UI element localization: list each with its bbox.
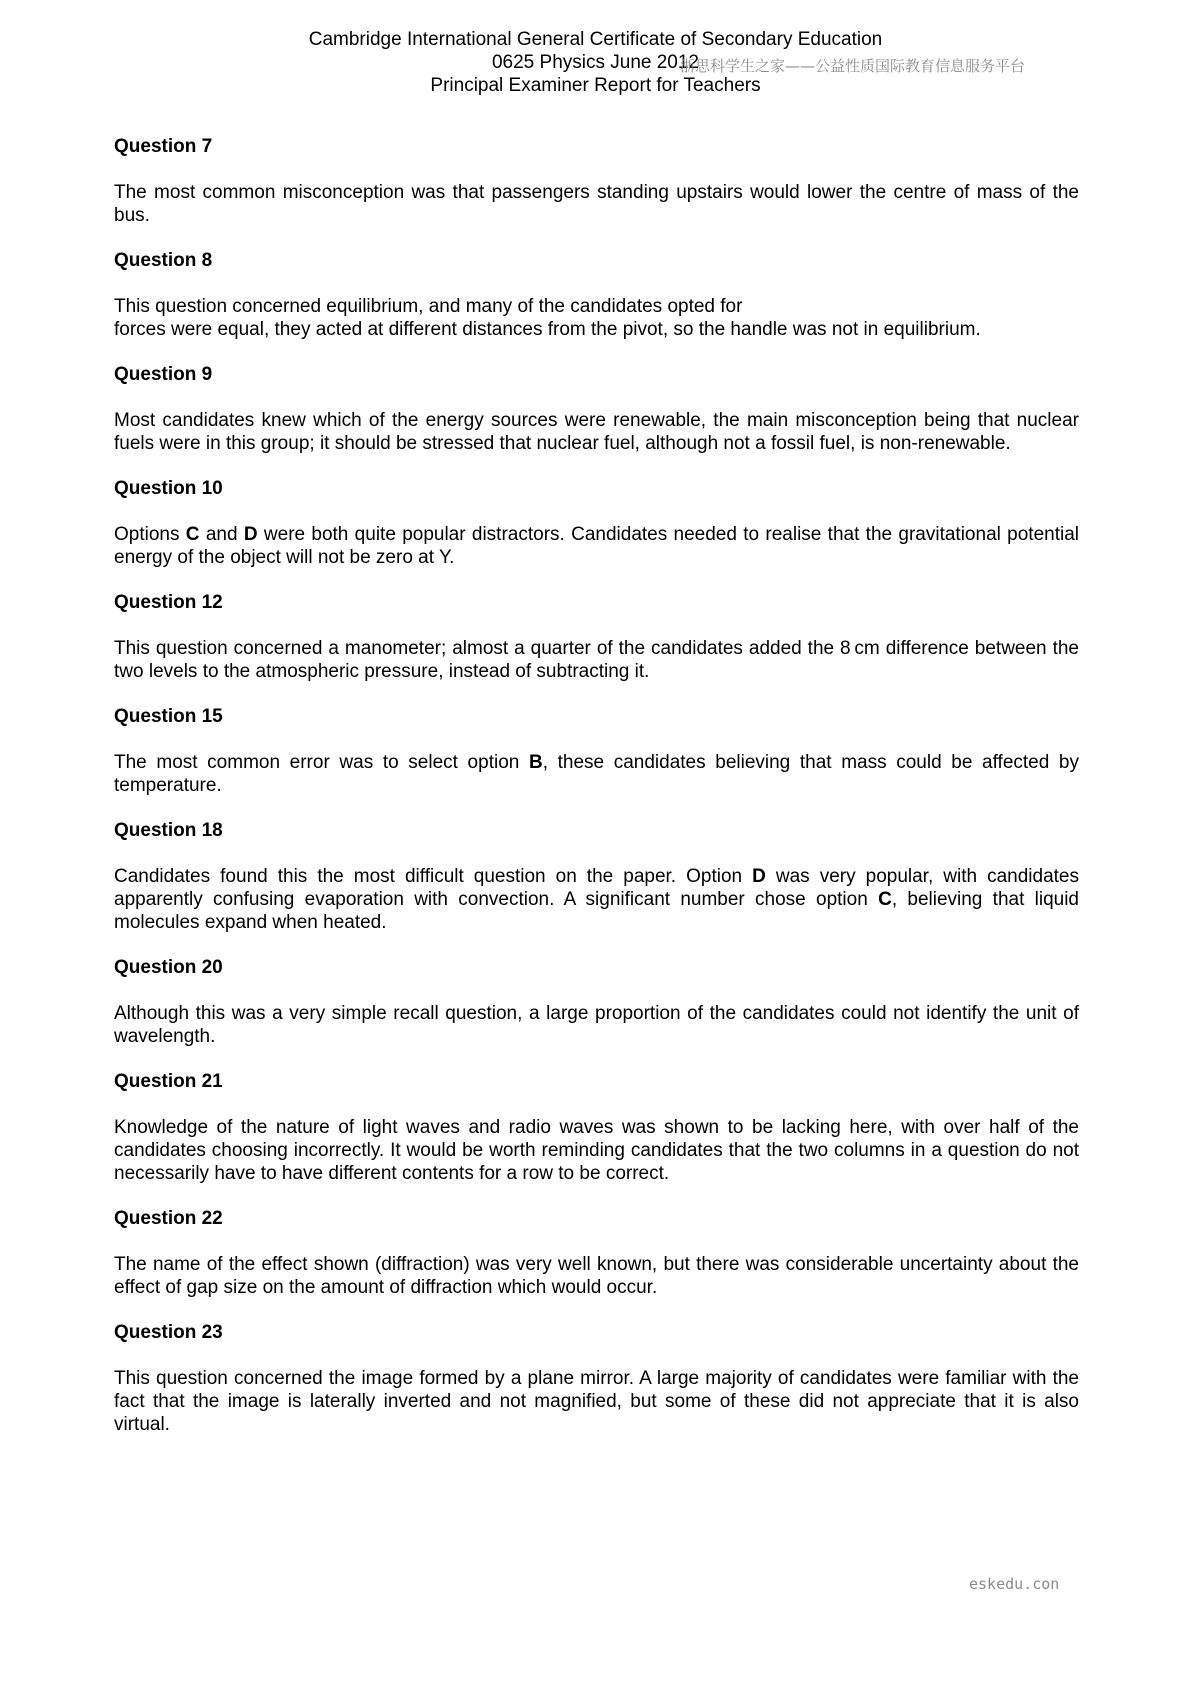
question-text [114, 295, 1079, 341]
question-text: Although this was a very simple recall question, a large proportion of the candidates could not identify the unit of wavelength. [114, 1003, 1079, 1047]
question-text: This question concerned the image formed by a plane mirror. A large majority of candidates were familiar with the fact that the image is laterally inverted and not magnified, but some of these did not appreciate that it is also virtual. [114, 1368, 1079, 1435]
option-letter: B [528, 752, 543, 773]
question-21 [114, 1070, 1079, 1185]
question-title: Question 23 [114, 1322, 223, 1343]
text-run: , these candidates believing that mass could be affected by temperature. [114, 752, 1079, 796]
question-text-line-1: This question concerned equilibrium, and many of the candidates opted for [114, 296, 743, 317]
question-12 [114, 591, 1079, 683]
question-title: Question 8 [114, 250, 213, 271]
question-20 [114, 956, 1079, 1048]
report-body [114, 135, 1079, 1458]
header-line-1: Cambridge International General Certificate of Secondary Education [308, 29, 883, 50]
text-run: was very popular, with candidates apparently confusing evaporation with convection. A significant number chose option [114, 866, 1079, 910]
question-text: The name of the effect shown (diffraction) was very well known, but there was considerable uncertainty about the effect of gap size on the amount of diffraction which would occur. [114, 1254, 1079, 1298]
question-23 [114, 1321, 1079, 1436]
question-15 [114, 705, 1079, 797]
text-run: , believing that liquid molecules expand when heated. [114, 889, 1079, 933]
footer-watermark: eskedu.con [969, 1575, 1060, 1593]
question-text [114, 523, 1079, 569]
question-text [114, 751, 1079, 797]
question-10 [114, 477, 1079, 569]
header-line-2: 0625 Physics June 2012 [491, 52, 700, 73]
question-text: Knowledge of the nature of light waves and radio waves was shown to be lacking here, with over half of the candidates choosing incorrectly. It would be worth reminding candidates that the two columns in a question do not necessarily have to have different contents for a row to be correct. [114, 1117, 1079, 1184]
question-title: Question 12 [114, 592, 223, 613]
question-title: Question 21 [114, 1071, 223, 1092]
question-title: Question 10 [114, 478, 223, 499]
text-run: Candidates found this the most difficult question on the paper. Option [114, 866, 753, 887]
question-title: Question 15 [114, 706, 223, 727]
question-22 [114, 1207, 1079, 1299]
text-run: were both quite popular distractors. Candidates needed to realise that the gravitational potential energy of the object will not be zero at Y. [114, 524, 1079, 568]
question-18 [114, 819, 1079, 934]
option-letter: D [752, 866, 766, 887]
question-title: Question 20 [114, 957, 223, 978]
header-line-3: Principal Examiner Report for Teachers [430, 75, 761, 96]
question-text [114, 865, 1079, 934]
question-title: Question 22 [114, 1208, 223, 1229]
question-8 [114, 249, 1079, 341]
question-text-line-2: forces were equal, they acted at different distances from the pivot, so the handle was not in equilibrium. [114, 319, 981, 340]
question-text: Most candidates knew which of the energy sources were renewable, the main misconception being that nuclear fuels were in this group; it should be stressed that nuclear fuel, although not a fossil fuel, is non-renewable. [114, 410, 1079, 454]
option-letter: C [878, 889, 892, 910]
question-text: The most common misconception was that passengers standing upstairs would lower the centre of mass of the bus. [114, 182, 1079, 226]
text-run: Options [114, 524, 186, 545]
question-title: Question 9 [114, 364, 213, 385]
question-9 [114, 363, 1079, 455]
question-text: This question concerned a manometer; almost a quarter of the candidates added the 8 cm difference between the two levels to the atmospheric pressure, instead of subtracting it. [114, 638, 1079, 682]
option-letter: D [243, 524, 258, 545]
question-title: Question 18 [114, 820, 223, 841]
text-run: The most common error was to select option [114, 752, 529, 773]
question-title: Question 7 [114, 136, 213, 157]
option-letter: C [185, 524, 200, 545]
watermark-text: 浙思科学生之家——公益性质国际教育信息服务平台 [680, 57, 1026, 75]
question-7 [114, 135, 1079, 227]
text-run: and [199, 524, 244, 545]
